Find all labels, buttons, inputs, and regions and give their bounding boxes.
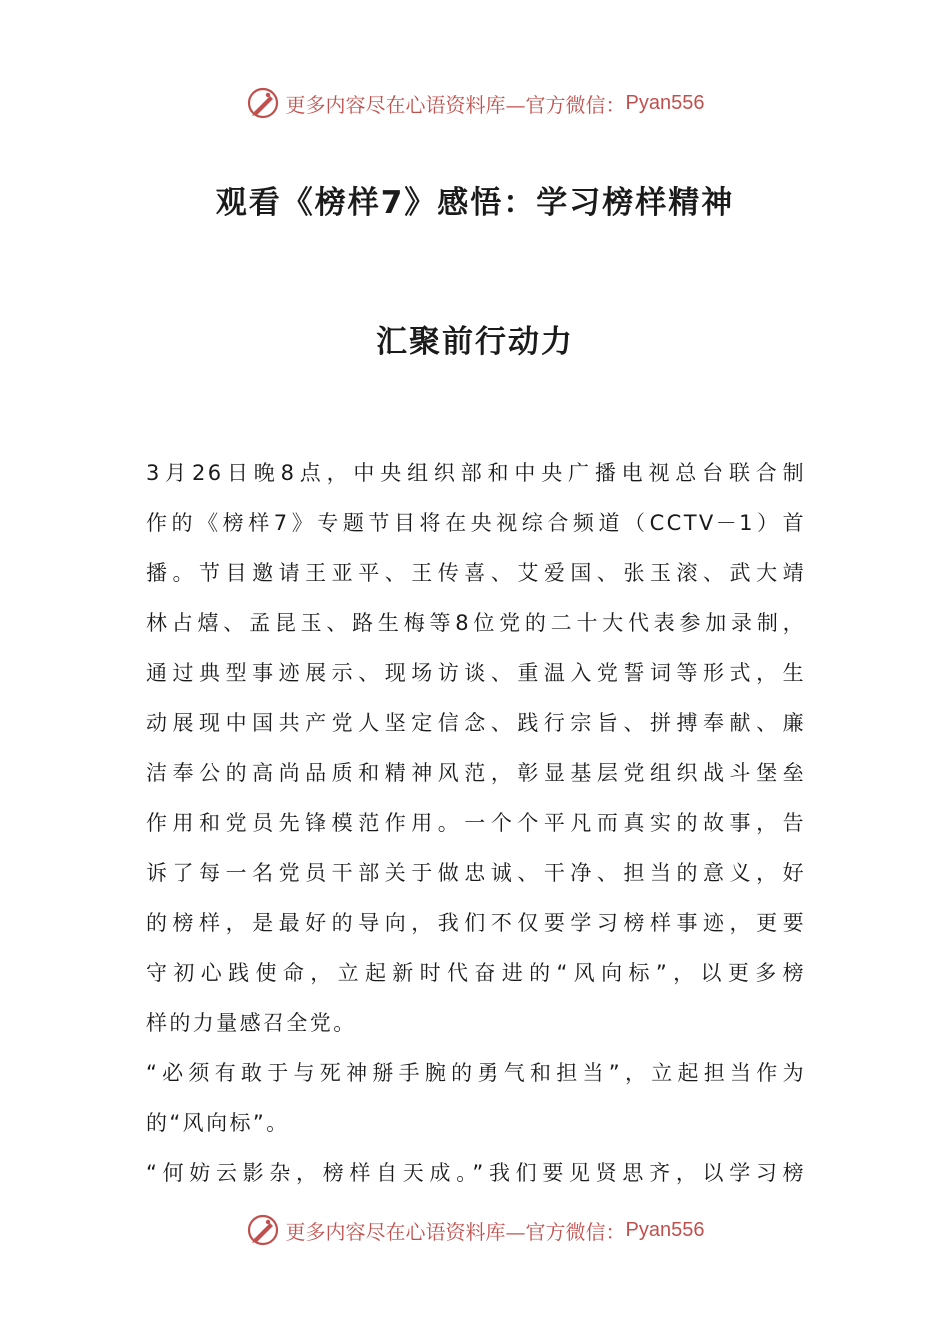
body-line: 播。节目邀请王亚平、王传喜、艾爱国、张玉滚、武大靖 bbox=[146, 561, 806, 585]
body-line: 洁奉公的高尚品质和精神风范，彰显基层党组织战斗堡垒 bbox=[146, 761, 806, 785]
body-line: 动展现中国共产党人坚定信念、践行宗旨、拼搏奉献、廉 bbox=[146, 711, 806, 735]
pen-logo-icon bbox=[246, 1213, 280, 1247]
body-line: 的榜样，是最好的导向，我们不仅要学习榜样事迹，更要 bbox=[146, 911, 806, 935]
pen-logo-icon bbox=[246, 86, 280, 120]
body-line: 诉了每一名党员干部关于做忠诚、干净、担当的意义，好 bbox=[146, 861, 806, 885]
watermark-wechat-id: Pyan556 bbox=[625, 91, 705, 114]
body-line: 林占熺、孟昆玉、路生梅等8位党的二十大代表参加录制， bbox=[146, 611, 806, 635]
article-body bbox=[146, 448, 806, 1198]
body-line: 的“风向标”。 bbox=[146, 1111, 290, 1135]
document-title-line-1: 观看《榜样7》感悟：学习榜样精神 bbox=[215, 185, 735, 221]
body-line: 守初心践使命，立起新时代奋进的“风向标”，以更多榜 bbox=[146, 961, 806, 985]
body-line: 通过典型事迹展示、现场访谈、重温入党誓词等形式，生 bbox=[146, 661, 806, 685]
document-title-line-2: 汇聚前行动力 bbox=[376, 324, 574, 360]
body-line: “必须有敢于与死神掰手腕的勇气和担当”，立起担当作为 bbox=[146, 1061, 806, 1085]
body-line: 作的《榜样7》专题节目将在央视综合频道（CCTV－1）首 bbox=[146, 511, 806, 535]
watermark-wechat-id: Pyan556 bbox=[625, 1218, 705, 1241]
body-line: 作用和党员先锋模范作用。一个个平凡而真实的故事，告 bbox=[146, 811, 806, 835]
watermark-text: 更多内容尽在心语资料库—官方微信： bbox=[285, 92, 626, 117]
footer-watermark bbox=[0, 1213, 950, 1247]
body-line: “何妨云影杂，榜样自天成。”我们要见贤思齐，以学习榜 bbox=[146, 1161, 806, 1185]
body-line: 样的力量感召全党。 bbox=[146, 1011, 357, 1035]
header-watermark bbox=[0, 86, 950, 120]
watermark-text: 更多内容尽在心语资料库—官方微信： bbox=[285, 1219, 626, 1244]
body-line: 3月26日晚8点，中央组织部和中央广播电视总台联合制 bbox=[146, 461, 806, 485]
